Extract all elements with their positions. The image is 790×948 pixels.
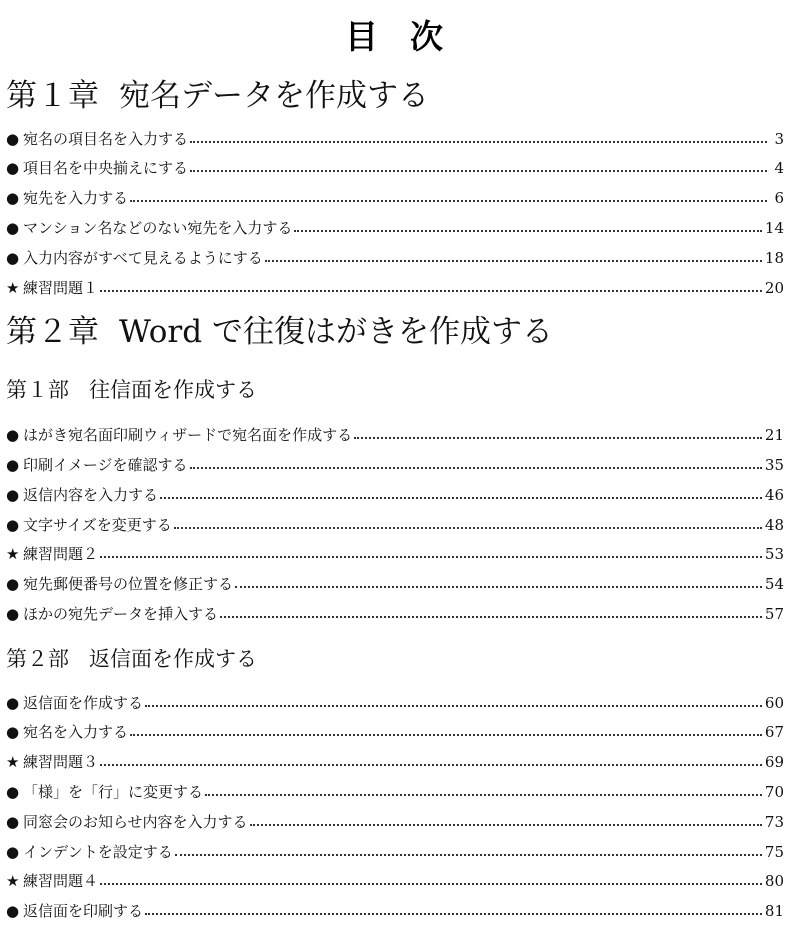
dot-leader: [354, 436, 762, 439]
bullet-icon: ●: [6, 813, 20, 831]
page-title-left: 目: [345, 17, 380, 56]
dot-leader: [100, 882, 762, 885]
entry-label: 返信内容を入力する: [23, 486, 159, 504]
page-number: 81: [764, 902, 784, 920]
page-number: 73: [764, 813, 784, 831]
bullet-icon: ●: [6, 783, 20, 801]
toc-entry[interactable]: [6, 424, 784, 446]
entry-label: ほかの宛先データを挿入する: [23, 605, 219, 623]
entry-label: 練習問題２: [23, 545, 99, 563]
chapter-2-heading: [6, 312, 553, 352]
toc-entry[interactable]: [6, 811, 784, 833]
dot-leader: [190, 466, 762, 469]
chapter-1-heading: [6, 76, 429, 116]
dot-leader: [250, 823, 762, 826]
entry-label: 文字サイズを変更する: [23, 516, 172, 534]
toc-entry[interactable]: [6, 751, 784, 773]
page-title: [0, 14, 790, 60]
toc-entry[interactable]: [6, 514, 784, 536]
entry-label: 項目名を中央揃えにする: [23, 159, 189, 177]
entry-label: 練習問題１: [23, 279, 99, 297]
toc-entry[interactable]: [6, 277, 784, 299]
page-number: 57: [764, 605, 784, 623]
page-number: 46: [764, 486, 784, 504]
entry-label: 入力内容がすべて見えるようにする: [23, 249, 263, 267]
part-1-heading: [6, 376, 257, 404]
dot-leader: [190, 169, 767, 172]
dot-leader: [220, 615, 762, 618]
toc-entry[interactable]: [6, 781, 784, 803]
dot-leader: [190, 140, 767, 143]
part-2-heading: [6, 645, 257, 673]
dot-leader: [100, 763, 762, 766]
star-icon: ★: [6, 545, 20, 563]
dot-leader: [235, 585, 762, 588]
entry-label: インデントを設定する: [23, 843, 173, 861]
entry-label: 「様」を「行」に変更する: [23, 783, 204, 801]
bullet-icon: ●: [6, 456, 20, 474]
chapter-number: 第２章: [6, 314, 99, 350]
dot-leader: [130, 199, 767, 202]
bullet-icon: ●: [6, 902, 20, 920]
page-title-right: 次: [410, 17, 445, 56]
entry-label: 宛先を入力する: [23, 189, 129, 207]
page-number: 67: [764, 723, 784, 741]
bullet-icon: ●: [6, 843, 20, 861]
page-number: 75: [764, 843, 784, 861]
bullet-icon: ●: [6, 486, 20, 504]
star-icon: ★: [6, 872, 20, 890]
toc-entry[interactable]: [6, 603, 784, 625]
page-number: 69: [764, 753, 784, 771]
entry-label: 同窓会のお知らせ内容を入力する: [23, 813, 248, 831]
entry-label: 宛先郵便番号の位置を修正する: [23, 575, 234, 593]
toc-entry[interactable]: [6, 128, 784, 150]
page-number: 54: [764, 575, 784, 593]
bullet-icon: ●: [6, 723, 20, 741]
toc-entry[interactable]: [6, 841, 784, 863]
bullet-icon: ●: [6, 249, 20, 267]
toc-entry[interactable]: [6, 484, 784, 506]
page-number: 18: [764, 249, 784, 267]
dot-leader: [294, 229, 762, 232]
page-number: 21: [764, 426, 784, 444]
page-number: 14: [764, 219, 784, 237]
entry-label: 印刷イメージを確認する: [23, 456, 188, 474]
bullet-icon: ●: [6, 694, 20, 712]
bullet-icon: ●: [6, 219, 20, 237]
dot-leader: [100, 555, 762, 558]
dot-leader: [145, 704, 762, 707]
page-number: 20: [764, 279, 784, 297]
page-number: 60: [764, 694, 784, 712]
bullet-icon: ●: [6, 189, 20, 207]
chapter-number: 第１章: [6, 78, 99, 114]
page-number: 6: [774, 189, 784, 207]
toc-entry[interactable]: [6, 721, 784, 743]
page-number: 3: [774, 130, 784, 148]
toc-entry[interactable]: [6, 900, 784, 922]
toc-entry[interactable]: [6, 247, 784, 269]
dot-leader: [145, 912, 762, 915]
page-number: 35: [764, 456, 784, 474]
entry-label: マンション名などのない宛先を入力する: [23, 219, 293, 237]
bullet-icon: ●: [6, 575, 20, 593]
dot-leader: [205, 793, 762, 796]
toc-entry[interactable]: [6, 573, 784, 595]
entry-label: 宛名を入力する: [23, 723, 129, 741]
dot-leader: [160, 496, 762, 499]
chapter-title: 宛名データを作成する: [119, 78, 429, 114]
part-number: 第２部: [6, 647, 69, 671]
bullet-icon: ●: [6, 130, 20, 148]
page-number: 48: [764, 516, 784, 534]
toc-entry[interactable]: [6, 692, 784, 714]
page-number: 70: [764, 783, 784, 801]
part-title: 往信面を作成する: [89, 378, 257, 402]
entry-label: はがき宛名面印刷ウィザードで宛名面を作成する: [23, 426, 353, 444]
page-number: 4: [774, 159, 784, 177]
entry-label: 練習問題３: [23, 753, 99, 771]
bullet-icon: ●: [6, 426, 20, 444]
bullet-icon: ●: [6, 159, 20, 177]
part-title: 返信面を作成する: [89, 647, 257, 671]
entry-label: 練習問題４: [23, 872, 99, 890]
star-icon: ★: [6, 279, 20, 297]
star-icon: ★: [6, 753, 20, 771]
dot-leader: [265, 259, 762, 262]
dot-leader: [100, 289, 762, 292]
toc-entry[interactable]: [6, 454, 784, 476]
dot-leader: [174, 526, 762, 529]
part-number: 第１部: [6, 378, 69, 402]
bullet-icon: ●: [6, 605, 20, 623]
toc-entry[interactable]: [6, 217, 784, 239]
toc-entry[interactable]: [6, 157, 784, 179]
entry-label: 返信面を印刷する: [23, 902, 144, 920]
chapter-title: Word で往復はがきを作成する: [119, 314, 553, 350]
toc-entry[interactable]: [6, 187, 784, 209]
entry-label: 宛名の項目名を入力する: [23, 130, 189, 148]
entry-label: 返信面を作成する: [23, 694, 144, 712]
toc-entry[interactable]: [6, 870, 784, 892]
bullet-icon: ●: [6, 516, 20, 534]
toc-entry[interactable]: [6, 543, 784, 565]
page-number: 80: [764, 872, 784, 890]
dot-leader: [130, 733, 762, 736]
page-number: 53: [764, 545, 784, 563]
dot-leader: [175, 853, 762, 856]
